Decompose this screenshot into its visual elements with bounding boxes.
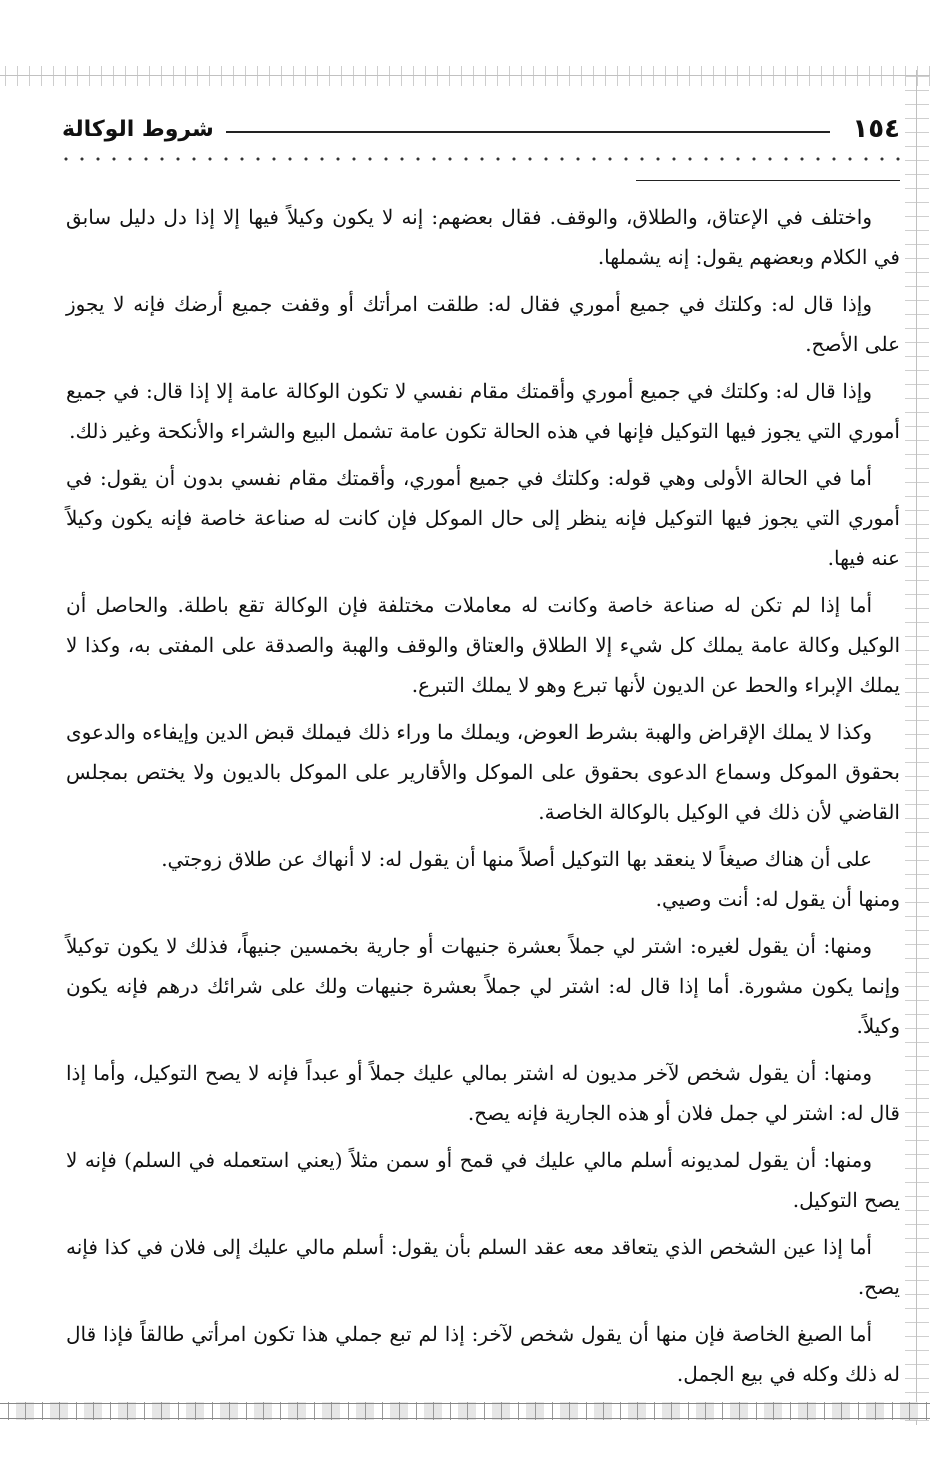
paragraph: وكذا لا يملك الإقراض والهبة بشرط العوض، ويملك ما وراء ذلك فيملك قبض الدين وإيفاءه والدعوى بحقوق الموكل وسماع الدعوى بحقوق على الموكل والأقارير على الموكل بالديون ولا يختص بمجلس القاضي لأن ذلك في الوكيل بالوكالة الخاصة. xyxy=(66,720,900,824)
paragraph: وإذا قال له: وكلتك في جميع أموري وأقمتك مقام نفسي لا تكون الوكالة عامة إلا إذا قال: في جميع أموري التي يجوز فيها التوكيل فإنها في هذه الحالة تكون عامة تشمل البيع والشراء والأنكحة وغير ذلك. xyxy=(66,379,900,443)
paragraph: على أن هناك صيغاً لا ينعقد بها التوكيل أصلاً منها أن يقول له: لا أنهاك عن طلاق زوجتي. xyxy=(161,847,872,871)
paragraph: وإذا قال له: وكلتك في جميع أموري فقال له: طلقت امرأتك أو وقفت جميع أرضك فإنه لا يجوز على الأصح. xyxy=(66,292,900,356)
running-title: شروط الوكالة xyxy=(62,116,214,142)
paragraph: أما الصيغ الخاصة فإن منها أن يقول شخص لآخر: إذا لم تبع جملي هذا تكون امرأتي طالقاً فإذا قال له ذلك وكله في بيع الجمل. xyxy=(66,1322,900,1386)
paragraph: أما إذا عين الشخص الذي يتعاقد معه عقد السلم بأن يقول: أسلم مالي عليك إلى فلان في كذا فإنه يصح. xyxy=(66,1235,900,1299)
top-ornamental-border xyxy=(0,66,930,86)
paragraph: ومنها: أن يقول شخص لآخر مديون له اشتر بمالي عليك جملاً أو عبداً فإنه لا يصح التوكيل، وأما إذا قال له: اشتر لي جمل فلان أو هذه الجارية فإنه يصح. xyxy=(66,1061,900,1125)
paragraph: أما في الحالة الأولى وهي قوله: وكلتك في جميع أموري، وأقمتك مقام نفسي بدون أن يقول: في أموري التي يجوز فيها التوكيل فإنه ينظر إلى حال الموكل فإن كانت له صناعة خاصة فإنه يكون وكيلاً عنه فيها. xyxy=(66,466,900,570)
paragraph: واختلف في الإعتاق، والطلاق، والوقف. فقال بعضهم: إنه لا يكون وكيلاً فيها إلا إذا دل دليل سابق في الكلام وبعضهم يقول: إنه يشملها. xyxy=(66,205,900,269)
right-ornamental-border xyxy=(905,70,929,1425)
section-rule xyxy=(636,180,900,181)
dotted-separator xyxy=(58,156,900,162)
body-text xyxy=(66,197,900,1401)
page-number: ١٥٤ xyxy=(852,114,900,144)
paragraph: ومنها: أن يقول لمديونه أسلم مالي عليك في قمح أو سمن مثلاً (يعني استعمله في السلم) فإنه لا يصح التوكيل. xyxy=(66,1148,900,1212)
paragraph: ومنها: أن يقول لغيره: اشتر لي جملاً بعشرة جنيهات أو جارية بخمسين جنيهاً، فذلك لا يكون توكيلاً وإنما يكون مشورة. أما إذا قال له: اشتر لي جملاً بعشرة جنيهات ولك على شرائك درهم فإنه يكون وكيلاً. xyxy=(66,934,900,1038)
header-rule xyxy=(226,131,831,133)
page-header xyxy=(62,112,900,146)
paragraph: أما إذا لم تكن له صناعة خاصة وكانت له معاملات مختلفة فإن الوكالة تقع باطلة. والحاصل أن الوكيل وكالة عامة يملك كل شيء إلا الطلاق والعتاق والوقف والهبة والصدقة على المفتى به، وكذا لا يملك الإبراء والحط عن الديون لأنها تبرع وهو لا يملك التبرع. xyxy=(66,593,900,697)
paragraph: ومنها أن يقول له: أنت وصيي. xyxy=(655,887,900,911)
bottom-ornamental-border xyxy=(0,1402,930,1420)
